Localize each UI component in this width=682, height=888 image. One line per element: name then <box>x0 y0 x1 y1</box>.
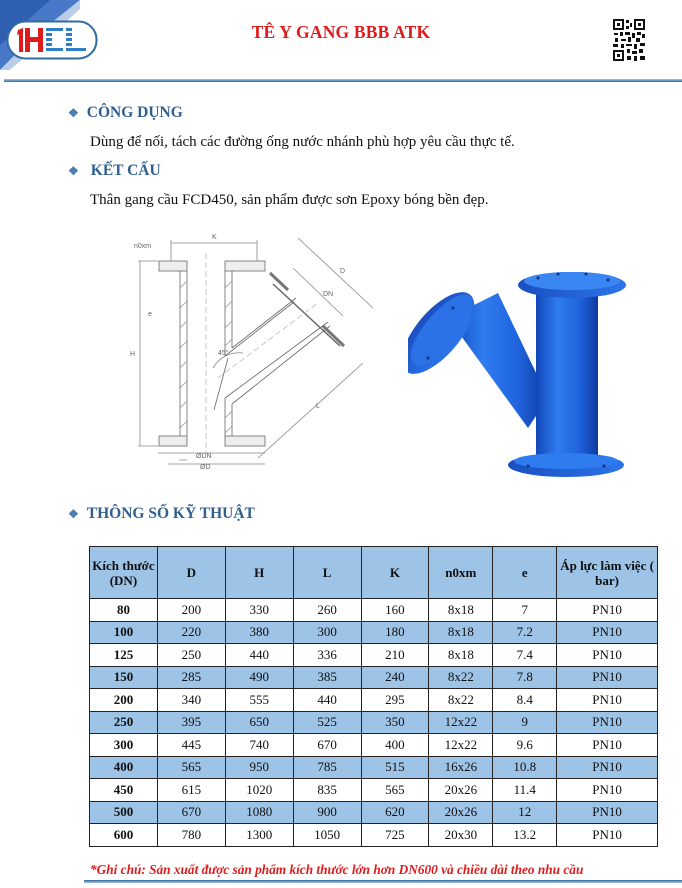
table-cell: 740 <box>225 734 293 757</box>
table-cell: PN10 <box>557 666 658 689</box>
table-row <box>90 666 658 689</box>
table-cell: 11.4 <box>493 779 557 802</box>
footer-divider <box>84 880 682 883</box>
table-cell: 250 <box>157 644 225 667</box>
table-row <box>90 756 658 779</box>
table-cell: PN10 <box>557 644 658 667</box>
table-cell: 785 <box>293 756 361 779</box>
table-cell-dn: 80 <box>90 599 158 622</box>
table-cell: 835 <box>293 779 361 802</box>
table-cell: 900 <box>293 801 361 824</box>
product-photo <box>408 248 638 480</box>
table-cell: 440 <box>225 644 293 667</box>
table-cell: 385 <box>293 666 361 689</box>
table-cell-dn: 600 <box>90 824 158 847</box>
diamond-bullet-icon: ❖ <box>68 164 79 178</box>
table-cell-dn: 400 <box>90 756 158 779</box>
table-cell: 180 <box>361 621 429 644</box>
column-header: D <box>157 547 225 599</box>
table-row <box>90 801 658 824</box>
column-header: n0xm <box>429 547 493 599</box>
table-cell: 8x18 <box>429 644 493 667</box>
table-cell: 515 <box>361 756 429 779</box>
table-row <box>90 711 658 734</box>
table-row <box>90 734 658 757</box>
table-cell: 8x18 <box>429 621 493 644</box>
table-cell: 220 <box>157 621 225 644</box>
table-cell: 240 <box>361 666 429 689</box>
table-cell: 7 <box>493 599 557 622</box>
table-cell: 670 <box>293 734 361 757</box>
table-row <box>90 824 658 847</box>
table-cell-dn: 150 <box>90 666 158 689</box>
dim-label-l: L <box>316 403 320 410</box>
table-cell: PN10 <box>557 599 658 622</box>
table-cell: 16x26 <box>429 756 493 779</box>
table-cell: 285 <box>157 666 225 689</box>
table-row <box>90 779 658 802</box>
usage-heading-text: CÔNG DỤNG <box>86 104 183 121</box>
table-cell-dn: 450 <box>90 779 158 802</box>
table-cell: 336 <box>293 644 361 667</box>
technical-drawing <box>118 228 376 472</box>
table-cell: 400 <box>361 734 429 757</box>
table-cell: 8x22 <box>429 689 493 712</box>
table-row <box>90 621 658 644</box>
table-cell: 445 <box>157 734 225 757</box>
table-cell: 950 <box>225 756 293 779</box>
table-cell-dn: 250 <box>90 711 158 734</box>
dim-label-e: e <box>148 311 152 318</box>
table-cell: 565 <box>361 779 429 802</box>
table-cell: 490 <box>225 666 293 689</box>
table-cell: 525 <box>293 711 361 734</box>
column-header: H <box>225 547 293 599</box>
table-row <box>90 599 658 622</box>
table-cell-dn: 125 <box>90 644 158 667</box>
table-cell: 20x26 <box>429 779 493 802</box>
column-header: Kích thước (DN) <box>90 547 158 599</box>
header-divider <box>4 79 682 82</box>
table-cell: 7.8 <box>493 666 557 689</box>
dim-label-k: K <box>212 234 217 241</box>
usage-heading <box>68 104 183 122</box>
table-cell: PN10 <box>557 824 658 847</box>
table-cell: 200 <box>157 599 225 622</box>
table-cell: 8x18 <box>429 599 493 622</box>
table-cell: 340 <box>157 689 225 712</box>
table-cell: PN10 <box>557 711 658 734</box>
table-cell: 440 <box>293 689 361 712</box>
table-cell: 350 <box>361 711 429 734</box>
table-cell: 295 <box>361 689 429 712</box>
column-header: Áp lực làm việc ( bar) <box>557 547 658 599</box>
structure-heading-text: KẾT CẤU <box>90 162 161 179</box>
page-title: TÊ Y GANG BBB ATK <box>251 22 431 42</box>
table-cell: 160 <box>361 599 429 622</box>
table-cell: 395 <box>157 711 225 734</box>
table-cell: 380 <box>225 621 293 644</box>
table-cell: 260 <box>293 599 361 622</box>
table-cell: 12x22 <box>429 734 493 757</box>
table-cell: PN10 <box>557 756 658 779</box>
table-cell: PN10 <box>557 689 658 712</box>
dim-label-odn: ØDN <box>196 453 212 460</box>
dim-label-angle: 45° <box>218 350 229 357</box>
table-cell: 300 <box>293 621 361 644</box>
column-header: L <box>293 547 361 599</box>
table-cell: 725 <box>361 824 429 847</box>
table-cell: 1050 <box>293 824 361 847</box>
diamond-bullet-icon: ❖ <box>68 106 79 120</box>
footnote: *Ghi chú: Sản xuất được sản phẩm kích thước lớn hơn DN600 và chiều dài theo nhu cầu <box>90 862 584 877</box>
spec-table <box>89 546 658 847</box>
table-cell: PN10 <box>557 801 658 824</box>
table-cell: PN10 <box>557 779 658 802</box>
table-cell: 8.4 <box>493 689 557 712</box>
column-header: e <box>493 547 557 599</box>
table-row <box>90 644 658 667</box>
table-cell: 7.4 <box>493 644 557 667</box>
table-header-row <box>90 547 658 599</box>
dim-label-od: ØD <box>200 464 211 471</box>
specs-heading-text: THÔNG SỐ KỸ THUẬT <box>86 505 255 522</box>
table-cell-dn: 100 <box>90 621 158 644</box>
dim-label-n0xm: n0xm <box>134 243 152 250</box>
table-cell-dn: 500 <box>90 801 158 824</box>
dim-label-d: D <box>340 268 346 275</box>
table-cell: 8x22 <box>429 666 493 689</box>
table-cell: 12 <box>493 801 557 824</box>
table-cell: 13.2 <box>493 824 557 847</box>
table-cell: 620 <box>361 801 429 824</box>
table-cell: 20x30 <box>429 824 493 847</box>
dim-label-h: H <box>130 351 136 358</box>
diamond-bullet-icon: ❖ <box>68 507 79 521</box>
table-cell: 7.2 <box>493 621 557 644</box>
qr-code-icon <box>612 18 646 62</box>
table-cell: 9.6 <box>493 734 557 757</box>
table-cell: 9 <box>493 711 557 734</box>
table-cell: 12x22 <box>429 711 493 734</box>
table-cell: PN10 <box>557 621 658 644</box>
table-cell: 650 <box>225 711 293 734</box>
table-cell-dn: 200 <box>90 689 158 712</box>
column-header: K <box>361 547 429 599</box>
table-cell: 670 <box>157 801 225 824</box>
table-row <box>90 689 658 712</box>
table-cell: 1080 <box>225 801 293 824</box>
structure-text: Thân gang cầu FCD450, sản phẩm được sơn Epoxy bóng bền đẹp. <box>90 192 489 208</box>
structure-heading <box>68 162 161 180</box>
table-cell-dn: 300 <box>90 734 158 757</box>
table-cell: 615 <box>157 779 225 802</box>
specs-heading <box>68 505 255 523</box>
table-cell: 780 <box>157 824 225 847</box>
table-cell: 10.8 <box>493 756 557 779</box>
dim-label-dn: DN <box>323 291 334 298</box>
table-cell: 210 <box>361 644 429 667</box>
table-cell: 20x26 <box>429 801 493 824</box>
table-cell: 1020 <box>225 779 293 802</box>
table-cell: 330 <box>225 599 293 622</box>
table-cell: PN10 <box>557 734 658 757</box>
table-cell: 565 <box>157 756 225 779</box>
usage-text: Dùng để nối, tách các đường ống nước nhánh phù hợp yêu cầu thực tế. <box>90 134 515 150</box>
table-cell: 1300 <box>225 824 293 847</box>
table-cell: 555 <box>225 689 293 712</box>
